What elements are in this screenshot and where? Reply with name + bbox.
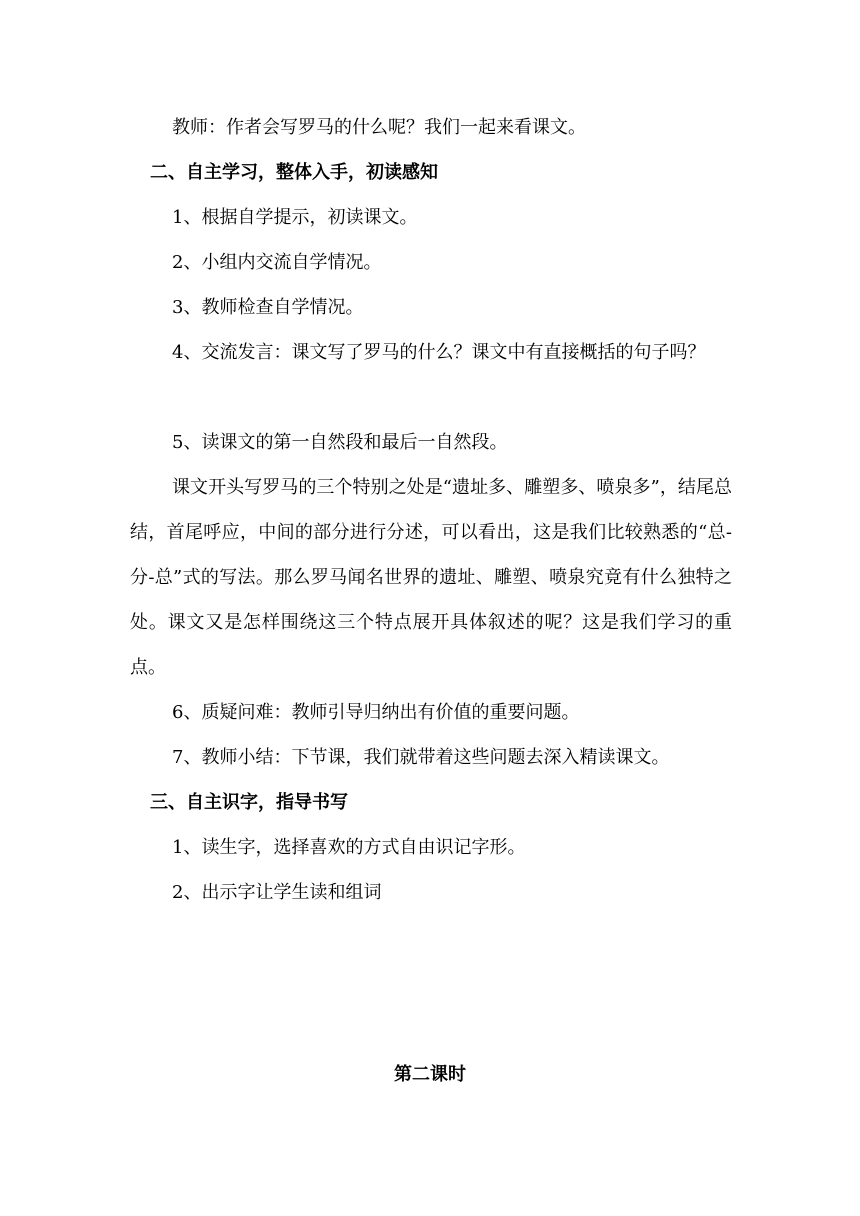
intro-line: 教师：作者会写罗马的什么呢？我们一起来看课文。 [172, 117, 586, 138]
lesson-title: 第二课时 [394, 1064, 466, 1085]
section-3-item-1: 1、读生字，选择喜欢的方式自由识记字形。 [172, 837, 526, 858]
section-2-heading: 二、自主学习，整体入手，初读感知 [150, 162, 438, 183]
section-2-item-5: 5、读课文的第一自然段和最后一自然段。 [172, 432, 508, 453]
section-3-item-2: 2、出示字让学生读和组词 [172, 882, 382, 903]
section-3-heading: 三、自主识字，指导书写 [150, 792, 348, 813]
section-2-item-2: 2、小组内交流自学情况。 [172, 252, 382, 273]
section-2-item-3: 3、教师检查自学情况。 [172, 297, 364, 318]
section-2-item-7: 7、教师小结：下节课，我们就带着这些问题去深入精读课文。 [172, 747, 670, 768]
section-2-item-1: 1、根据自学提示，初读课文。 [172, 207, 418, 228]
section-2-item-6: 6、质疑问难：教师引导归纳出有价值的重要问题。 [172, 702, 580, 723]
section-2-summary-paragraph: 课文开头写罗马的三个特别之处是“遗址多、雕塑多、喷泉多”，结尾总结，首尾呼应，中间的部分进行分述，可以看出，这是我们比较熟悉的“总-分-总”式的写法。那么罗马闻名世界的遗址、雕塑、喷泉究竟有什么独特之处。课文又是怎样围绕这三个特点展开具体叙述的呢？这是我们学习的重点。 [130, 477, 732, 678]
section-2-item-4: 4、交流发言：课文写了罗马的什么？课文中有直接概括的句子吗？ [172, 342, 706, 363]
